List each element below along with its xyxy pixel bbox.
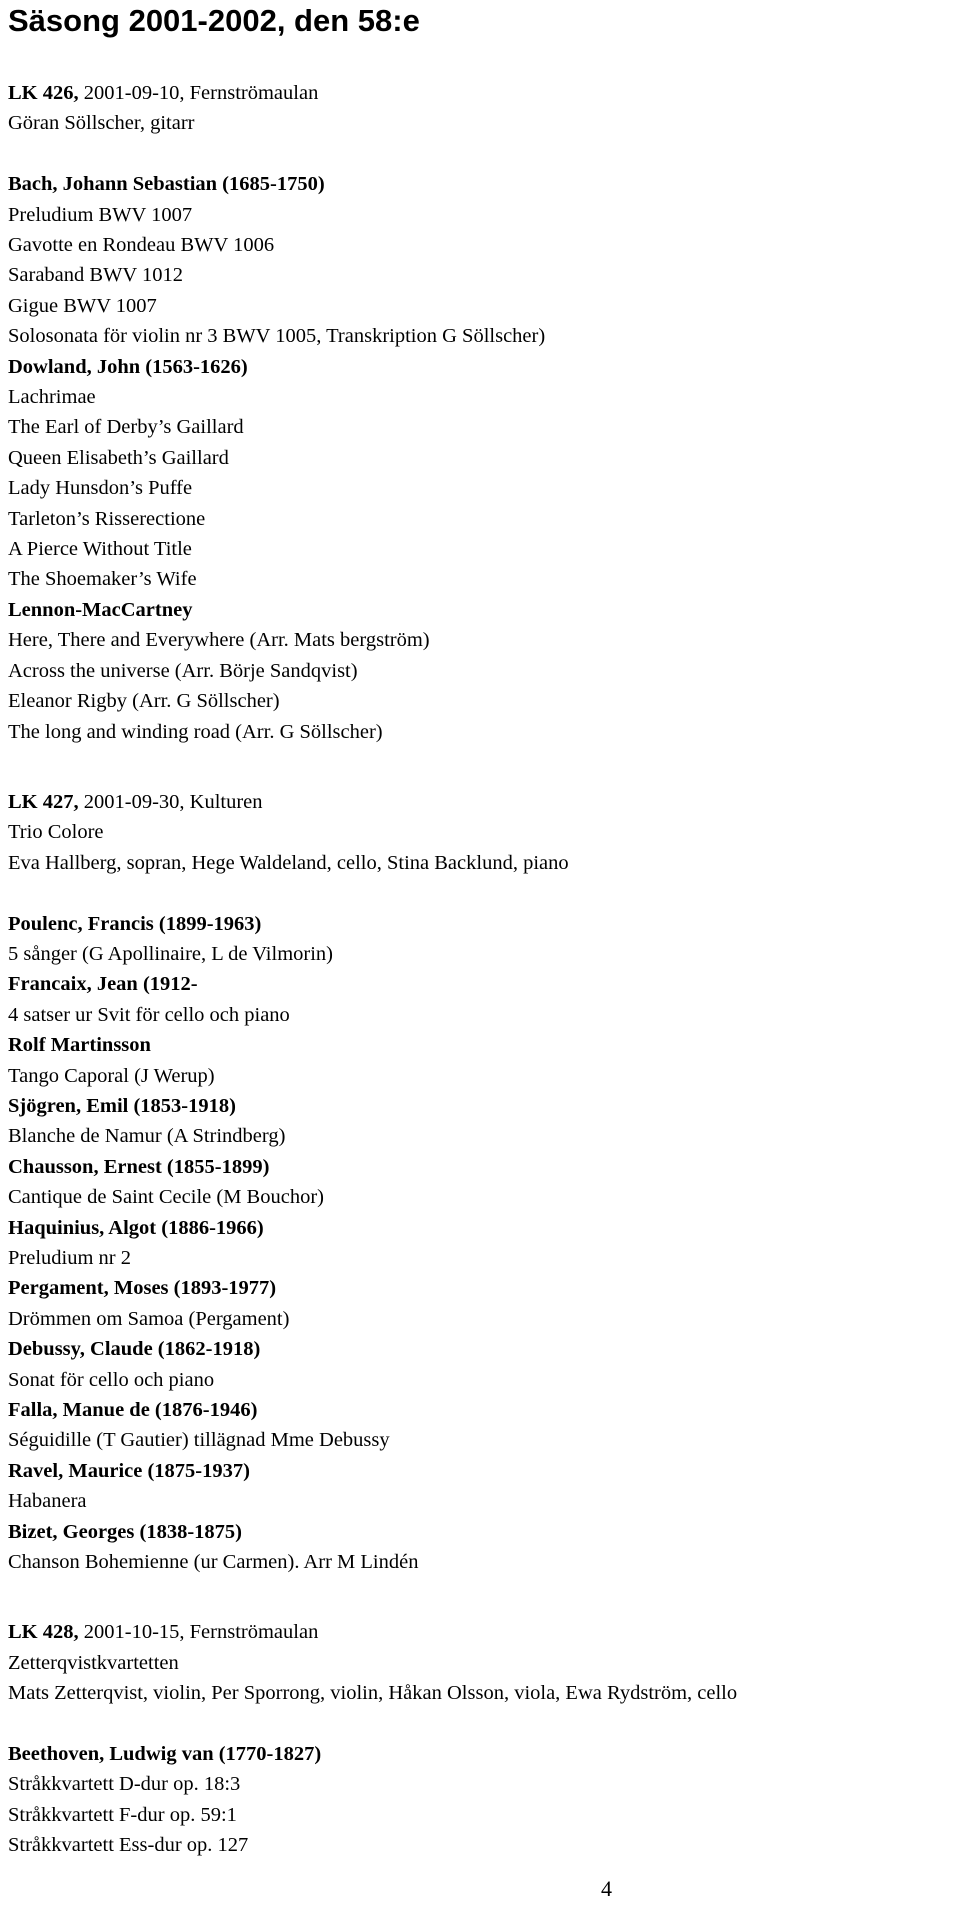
concert-section xyxy=(8,78,953,747)
concert-date-venue: 2001-10-15, Fernströmaulan xyxy=(78,1621,319,1644)
work-title: Gavotte en Rondeau BWV 1006 xyxy=(8,234,275,257)
work-title: Stråkkvartett F-dur op. 59:1 xyxy=(8,1803,237,1826)
composer-name: Debussy, Claude (1862-1918) xyxy=(8,1338,261,1361)
work-title: Sonat för cello och piano xyxy=(8,1368,215,1391)
composer-name: Falla, Manue de (1876-1946) xyxy=(8,1399,258,1422)
composer-name: Ravel, Maurice (1875-1937) xyxy=(8,1459,250,1482)
work-title: Séguidille (T Gautier) tillägnad Mme Debussy xyxy=(8,1429,390,1452)
composer-heading xyxy=(8,1334,953,1364)
work-title: 5 sånger (G Apollinaire, L de Vilmorin) xyxy=(8,942,333,965)
performer-line: Eva Hallberg, sopran, Hege Waldeland, cello, Stina Backlund, piano xyxy=(8,851,569,874)
concert-number: LK 427, xyxy=(8,790,79,813)
work-title: The long and winding road (Arr. G Söllscher) xyxy=(8,720,383,743)
document-page xyxy=(8,0,953,1861)
composer-heading xyxy=(8,352,953,382)
composer-name: Dowland, John (1563-1626) xyxy=(8,355,248,378)
composer-heading xyxy=(8,1091,953,1121)
work-title: Blanche de Namur (A Strindberg) xyxy=(8,1125,286,1148)
work-title: Habanera xyxy=(8,1490,87,1513)
concert-number: LK 428, xyxy=(8,1621,79,1644)
composer-name: Poulenc, Francis (1899-1963) xyxy=(8,912,262,935)
performer-line: Trio Colore xyxy=(8,821,104,844)
composer-heading xyxy=(8,595,953,625)
work-title: Stråkkvartett Ess-dur op. 127 xyxy=(8,1834,249,1857)
work-title: Chanson Bohemienne (ur Carmen). Arr M Lindén xyxy=(8,1551,419,1574)
composer-heading xyxy=(8,1030,953,1060)
work-title: Drömmen om Samoa (Pergament) xyxy=(8,1307,290,1330)
concert-header xyxy=(8,1617,953,1647)
composer-name: Sjögren, Emil (1853-1918) xyxy=(8,1094,236,1117)
performer-line: Göran Söllscher, gitarr xyxy=(8,112,195,135)
composer-heading xyxy=(8,1456,953,1486)
concert-section xyxy=(8,1617,953,1860)
work-title: The Shoemaker’s Wife xyxy=(8,568,197,591)
composer-name: Lennon-MacCartney xyxy=(8,598,193,621)
work-title: Preludium nr 2 xyxy=(8,1247,131,1269)
concert-date-venue: 2001-09-30, Kulturen xyxy=(78,790,263,813)
concert-date-venue: 2001-09-10, Fernströmaulan xyxy=(78,82,319,104)
composer-heading xyxy=(8,1213,953,1243)
work-title: Solosonata för violin nr 3 BWV 1005, Transkription G Söllscher) xyxy=(8,325,546,348)
page-title: Säsong 2001-2002, den 58:e xyxy=(8,3,420,38)
composer-name: Chausson, Ernest (1855-1899) xyxy=(8,1155,270,1178)
composer-heading xyxy=(8,1273,953,1303)
composer-name: Bach, Johann Sebastian (1685-1750) xyxy=(8,173,325,196)
composer-name: Beethoven, Ludwig van (1770-1827) xyxy=(8,1743,322,1766)
page-number: 4 xyxy=(601,1876,612,1901)
work-title: Tarleton’s Risserectione xyxy=(8,507,206,530)
work-title: Preludium BWV 1007 xyxy=(8,203,193,226)
work-title: Saraband BWV 1012 xyxy=(8,264,183,287)
composer-heading xyxy=(8,1395,953,1425)
composer-name: Francaix, Jean (1912- xyxy=(8,973,198,996)
work-title: 4 satser ur Svit för cello och piano xyxy=(8,1003,290,1026)
composer-heading xyxy=(8,969,953,999)
work-title: Cantique de Saint Cecile (M Bouchor) xyxy=(8,1186,324,1209)
concert-header xyxy=(8,787,953,817)
work-title: Across the universe (Arr. Börje Sandqvist) xyxy=(8,659,358,682)
composer-heading xyxy=(8,169,953,199)
composer-name: Haquinius, Algot (1886-1966) xyxy=(8,1216,264,1239)
concert-section xyxy=(8,787,953,1578)
work-title: Tango Caporal (J Werup) xyxy=(8,1064,215,1087)
composer-name: Pergament, Moses (1893-1977) xyxy=(8,1277,277,1300)
work-title: Queen Elisabeth’s Gaillard xyxy=(8,446,229,469)
spacer xyxy=(8,139,953,169)
composer-heading xyxy=(8,1739,953,1769)
concert-header xyxy=(8,78,953,108)
work-title: Here, There and Everywhere (Arr. Mats bergström) xyxy=(8,629,430,652)
work-title: Stråkkvartett D-dur op. 18:3 xyxy=(8,1773,241,1796)
concert-list xyxy=(8,78,953,1861)
composer-heading xyxy=(8,1152,953,1182)
work-title: Eleanor Rigby (Arr. G Söllscher) xyxy=(8,690,280,713)
work-title: The Earl of Derby’s Gaillard xyxy=(8,416,244,439)
concert-number: LK 426, xyxy=(8,82,79,104)
composer-name: Bizet, Georges (1838-1875) xyxy=(8,1520,242,1543)
composer-name: Rolf Martinsson xyxy=(8,1034,151,1057)
performer-line: Mats Zetterqvist, violin, Per Sporrong, violin, Håkan Olsson, viola, Ewa Rydström, cello xyxy=(8,1682,738,1705)
composer-heading xyxy=(8,909,953,939)
work-title: Gigue BWV 1007 xyxy=(8,294,157,317)
work-title: Lady Hunsdon’s Puffe xyxy=(8,477,193,500)
work-title: Lachrimae xyxy=(8,386,96,409)
spacer xyxy=(8,878,953,908)
work-title: A Pierce Without Title xyxy=(8,538,192,561)
composer-heading xyxy=(8,1517,953,1547)
spacer xyxy=(8,1709,953,1739)
performer-line: Zetterqvistkvartetten xyxy=(8,1651,179,1674)
